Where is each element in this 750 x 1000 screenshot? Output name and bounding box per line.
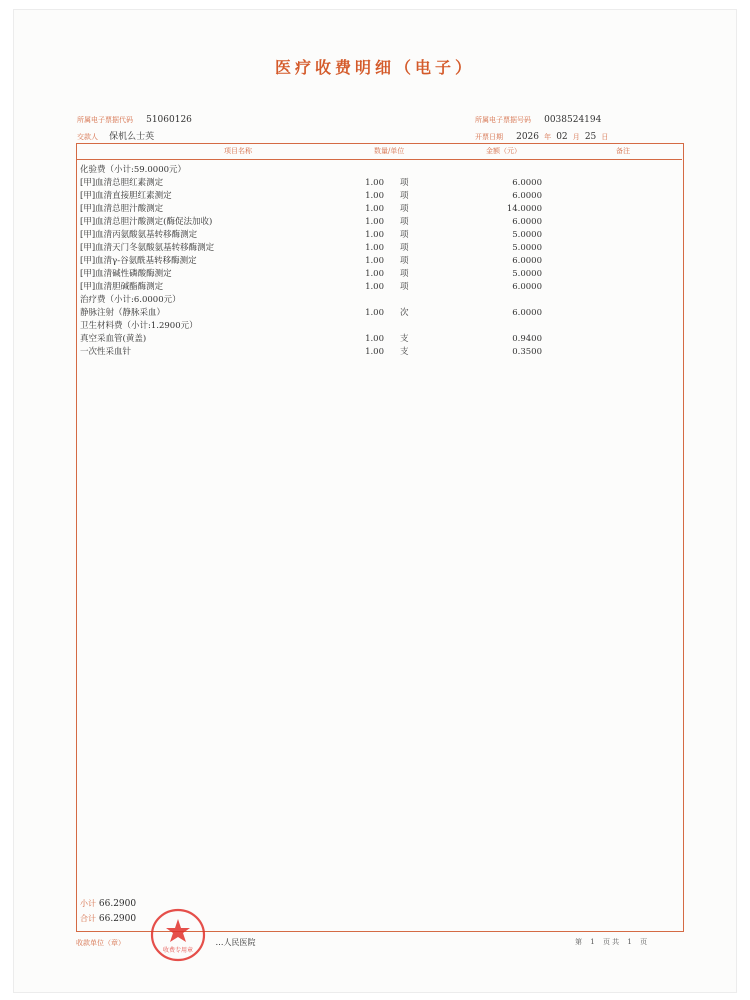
item-qty: 1.00 — [365, 191, 384, 201]
col-item-name: 项目名称 — [224, 147, 252, 155]
item-amount: 6.0000 — [512, 282, 542, 292]
item-amount: 5.0000 — [512, 243, 542, 253]
item-name: [甲]血清总胆汁酸测定 — [80, 204, 164, 214]
item-amount: 0.3500 — [512, 347, 542, 357]
item-unit: 项 — [400, 269, 409, 279]
item-unit: 项 — [400, 217, 409, 227]
table-header — [76, 143, 682, 160]
date-month: 02 — [556, 132, 568, 142]
payer-label: 交款人 — [77, 133, 98, 141]
item-name: 真空采血管(黄盖) — [80, 334, 147, 344]
page-suffix: 页 — [640, 938, 648, 946]
item-unit: 项 — [400, 230, 409, 240]
day-char: 日 — [601, 133, 609, 141]
col-remark: 备注 — [616, 147, 630, 155]
table-row — [80, 268, 680, 281]
item-name: 化验费（小计:59.0000元） — [80, 165, 187, 175]
item-qty: 1.00 — [365, 256, 384, 266]
page-current: 1 — [590, 938, 595, 946]
item-qty: 1.00 — [365, 334, 384, 344]
table-row — [80, 216, 680, 229]
table-row — [80, 281, 680, 294]
item-unit: 项 — [400, 178, 409, 188]
item-amount: 6.0000 — [512, 217, 542, 227]
item-amount: 6.0000 — [512, 256, 542, 266]
item-unit: 项 — [400, 204, 409, 214]
header-left — [77, 110, 192, 144]
month-char: 月 — [572, 133, 580, 141]
page-total: 1 — [627, 938, 632, 946]
invoice-code-value: 51060126 — [146, 115, 192, 125]
item-name: 治疗费（小计:6.0000元） — [80, 295, 181, 305]
item-qty: 1.00 — [365, 243, 384, 253]
item-list — [80, 164, 680, 359]
table-row — [80, 294, 680, 307]
item-name: [甲]血清丙氨酸氨基转移酶测定 — [80, 230, 198, 240]
subtotal-value: 66.2900 — [98, 899, 137, 909]
official-seal-stamp — [150, 907, 206, 963]
item-unit: 次 — [400, 308, 409, 318]
item-name: [甲]血清γ-谷氨酰基转移酶测定 — [80, 256, 197, 266]
item-qty: 1.00 — [365, 269, 384, 279]
total-label: 合计 — [80, 914, 96, 923]
date-year: 2026 — [516, 132, 539, 142]
header-right — [475, 110, 608, 144]
year-char: 年 — [544, 133, 552, 141]
seal-text: 收费专用章 — [162, 947, 194, 954]
item-qty: 1.00 — [365, 347, 384, 357]
item-qty: 1.00 — [365, 308, 384, 318]
item-name: 一次性采血针 — [80, 347, 132, 357]
item-amount: 5.0000 — [512, 269, 542, 279]
item-name: 静脉注射（静脉采血） — [80, 308, 166, 318]
item-qty: 1.00 — [365, 217, 384, 227]
item-name: [甲]血清直接胆红素测定 — [80, 191, 172, 201]
invoice-code-label: 所属电子票据代码 — [77, 116, 133, 124]
item-unit: 项 — [400, 191, 409, 201]
table-row — [80, 242, 680, 255]
item-name: [甲]血清碱性磷酸酶测定 — [80, 269, 172, 279]
item-unit: 支 — [400, 334, 409, 344]
page-indicator — [575, 937, 647, 947]
table-row — [80, 177, 680, 190]
table-row — [80, 346, 680, 359]
item-amount: 0.9400 — [512, 334, 542, 344]
subtotal-row — [80, 898, 136, 909]
page-mid: 页 共 — [602, 938, 620, 946]
item-amount: 5.0000 — [512, 230, 542, 240]
item-name: 卫生材料费（小计:1.2900元） — [80, 321, 198, 331]
payer-value: 保机么士英 — [109, 132, 155, 142]
col-amount: 金额（元） — [486, 147, 521, 155]
table-row — [80, 333, 680, 346]
table-row — [80, 190, 680, 203]
item-name: [甲]血清天门冬氨酸氨基转移酶测定 — [80, 243, 215, 253]
date-label: 开票日期 — [475, 133, 503, 141]
subtotal-label: 小计 — [80, 899, 96, 908]
table-row — [80, 320, 680, 333]
col-qty-unit: 数量/单位 — [374, 147, 405, 155]
item-unit: 项 — [400, 243, 409, 253]
item-amount: 6.0000 — [512, 191, 542, 201]
total-value: 66.2900 — [98, 914, 137, 924]
item-qty: 1.00 — [365, 282, 384, 292]
item-qty: 1.00 — [365, 230, 384, 240]
item-amount: 6.0000 — [512, 178, 542, 188]
payee-value: …人民医院 — [215, 938, 256, 947]
item-unit: 项 — [400, 256, 409, 266]
document-title: 医疗收费明细（电子） — [274, 58, 475, 77]
table-row — [80, 164, 680, 177]
item-name: [甲]血清总胆汁酸测定(酶促法加收) — [80, 217, 213, 227]
item-qty: 1.00 — [365, 178, 384, 188]
item-name: [甲]血清总胆红素测定 — [80, 178, 164, 188]
table-row — [80, 255, 680, 268]
table-row — [80, 307, 680, 320]
table-row — [80, 229, 680, 242]
item-amount: 14.0000 — [506, 204, 542, 214]
item-name: [甲]血清胆碱酯酶测定 — [80, 282, 164, 292]
invoice-no-value: 0038524194 — [544, 115, 602, 125]
table-row — [80, 203, 680, 216]
payee-label: 收款单位（章） — [76, 939, 125, 947]
item-unit: 支 — [400, 347, 409, 357]
total-row — [80, 913, 136, 924]
item-amount: 6.0000 — [512, 308, 542, 318]
page-prefix: 第 — [575, 938, 582, 946]
item-unit: 项 — [400, 282, 409, 292]
invoice-no-label: 所属电子票据号码 — [475, 116, 531, 124]
item-qty: 1.00 — [365, 204, 384, 214]
date-day: 25 — [584, 132, 597, 142]
